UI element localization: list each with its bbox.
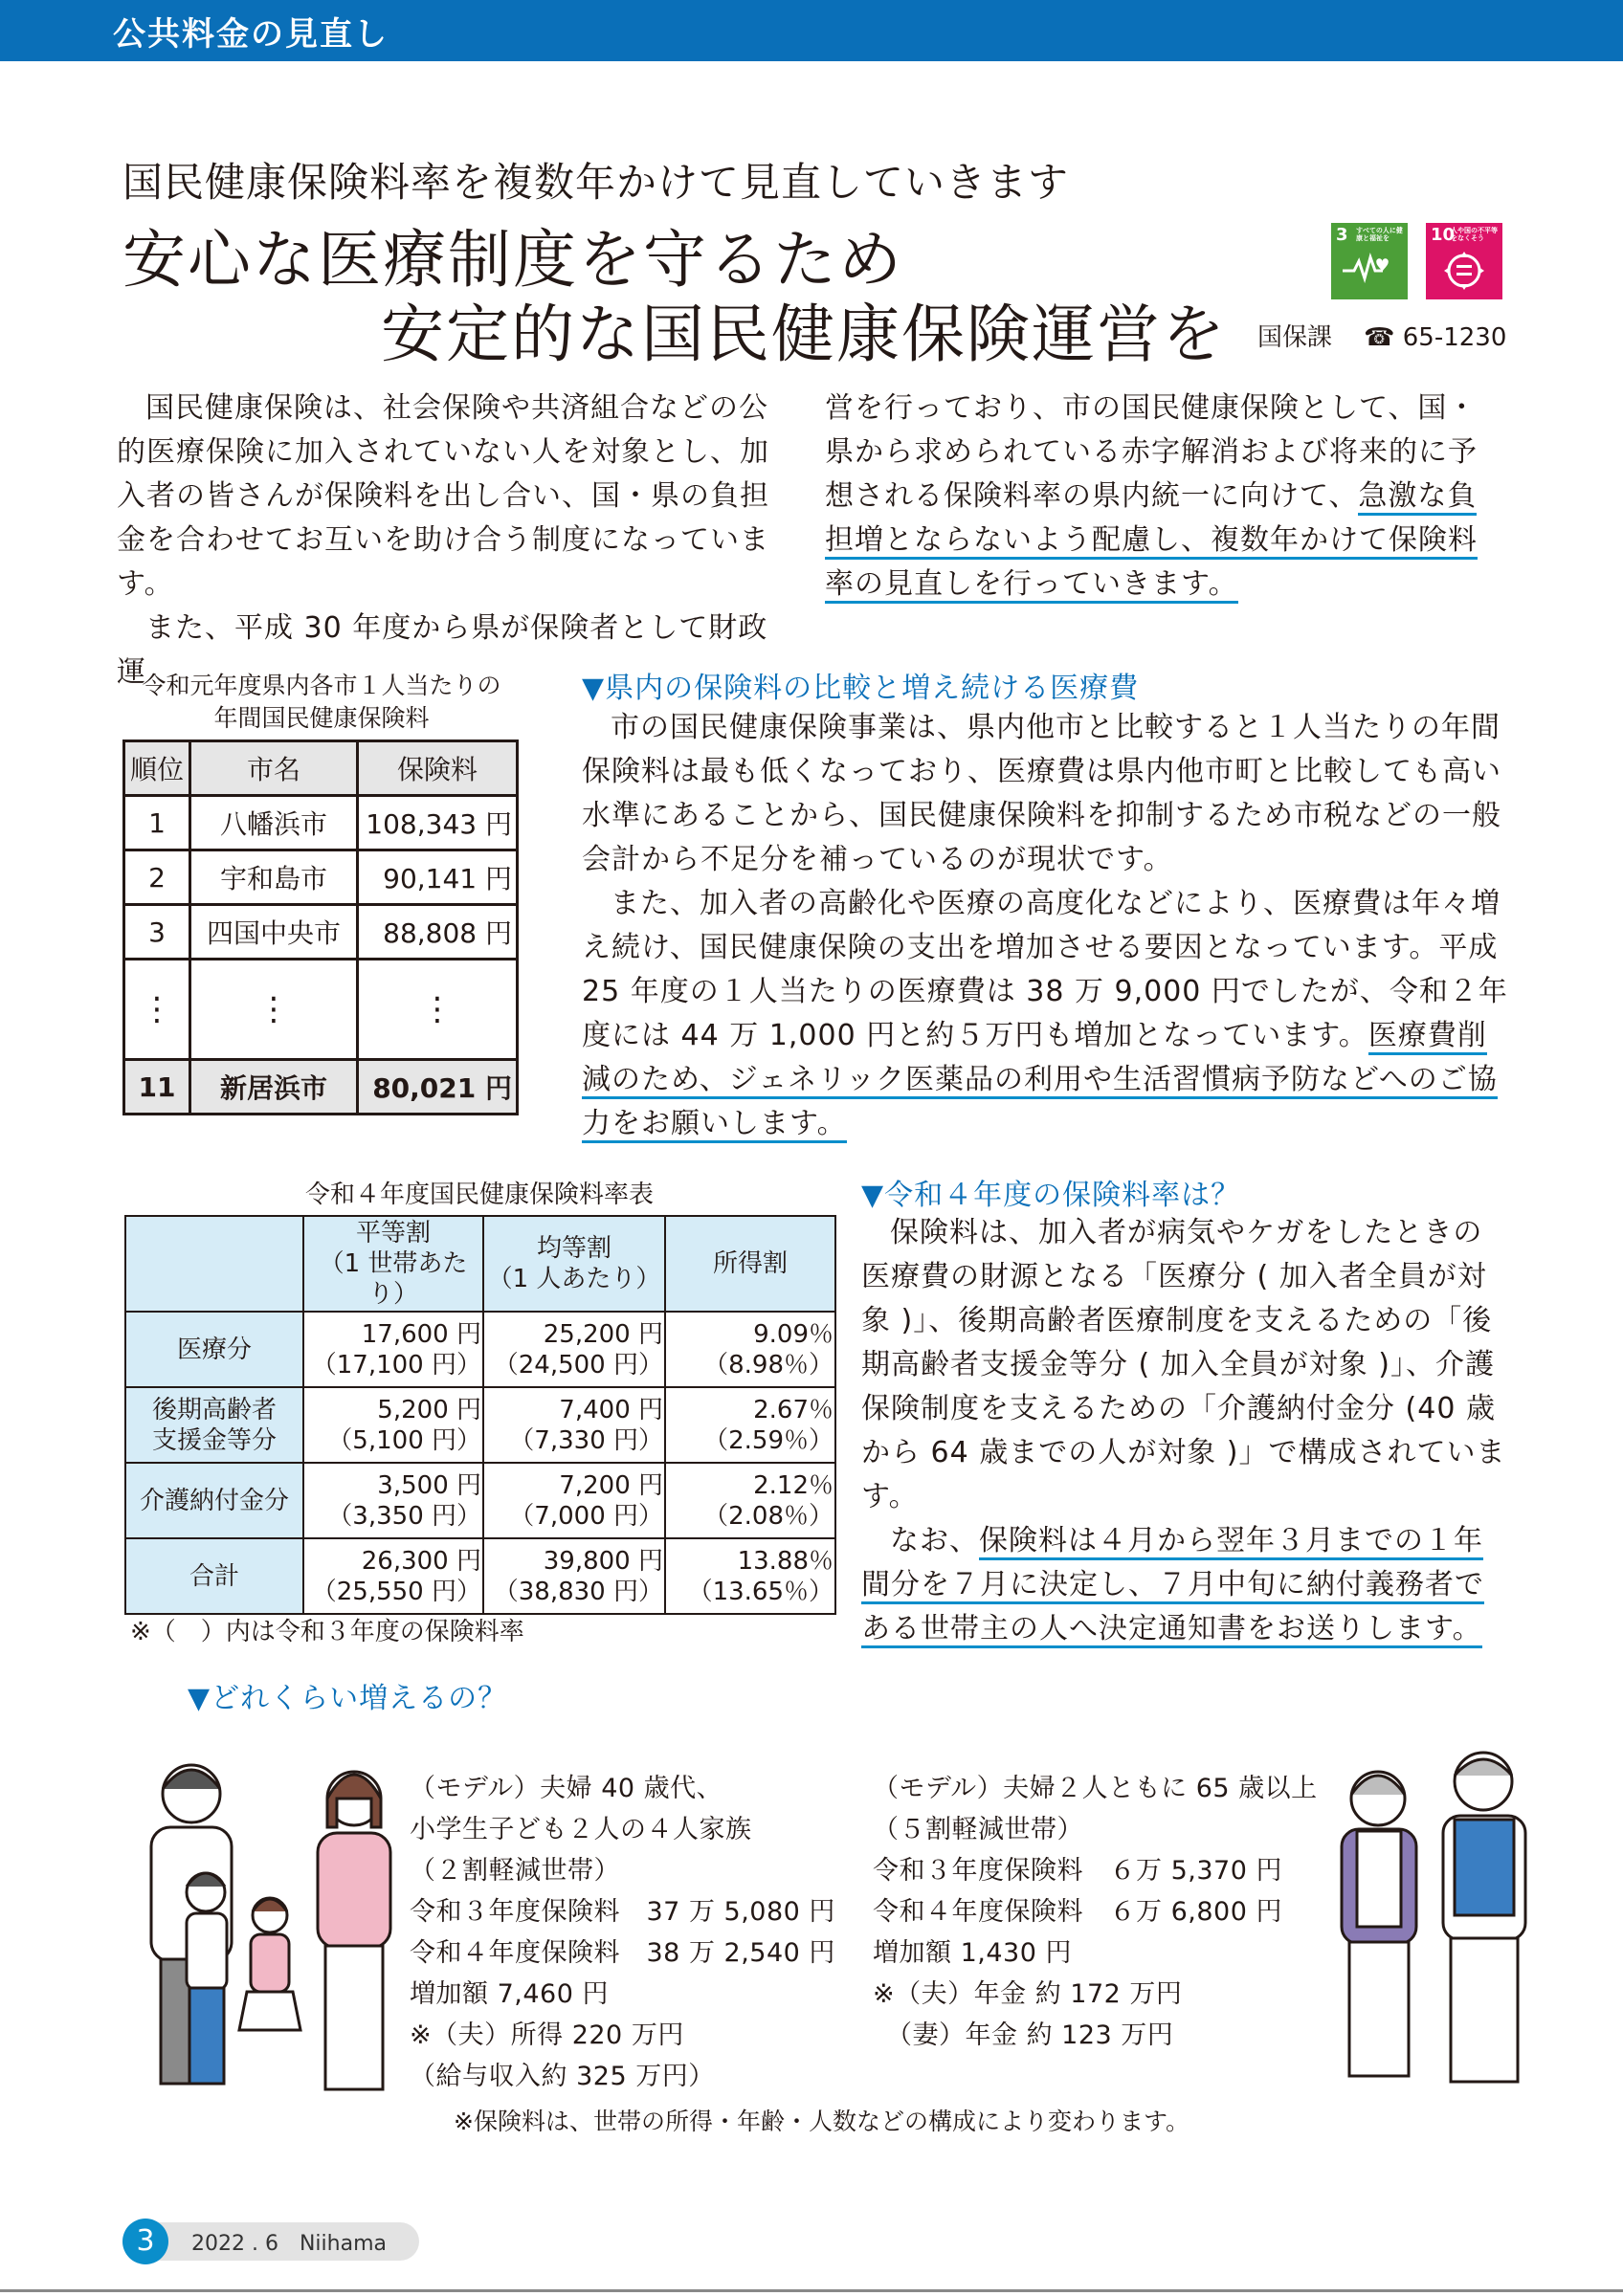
rate-previous: （17,100 円） (311, 1350, 481, 1380)
fee-cell: 90,141 円 (358, 850, 518, 905)
table-row (125, 1463, 835, 1538)
contact-phone: 65-1230 (1402, 323, 1507, 352)
intro-left-column (117, 386, 787, 695)
model1-line: 令和３年度保険料 37 万 5,080 円 (410, 1897, 835, 1927)
table-row (124, 796, 518, 850)
rate-previous: （25,550 円） (311, 1577, 481, 1606)
model1-line: （給与収入約 325 万円） (410, 2062, 715, 2091)
rate-cell (483, 1312, 665, 1387)
fee-cell: 108,343 円 (358, 796, 518, 850)
model2-line: 令和３年度保険料 ６万 5,370 円 (873, 1856, 1282, 1886)
rank-header-rank: 順位 (124, 741, 190, 796)
intro-right-underline: 急激な負担増とならないよう配慮し、複数年かけて保険料率の見直しを行っていきます。 (825, 479, 1478, 604)
rank-cell: 1 (124, 796, 190, 850)
rate-cell (303, 1387, 483, 1463)
rate-cell (303, 1312, 483, 1387)
contact-info (1257, 318, 1506, 353)
rate-previous: （13.65％） (687, 1577, 834, 1606)
section2-heading: ▼令和４年度の保険料率は？ (861, 1179, 1241, 1212)
table-row (124, 905, 518, 960)
rate-current: 2.67％ (753, 1395, 834, 1424)
rank-header-fee: 保険料 (358, 741, 518, 796)
intro-left-p1: 国民健康保険は、社会保険や共済組合などの公的医療保険に加入されていない人を対象とし、加入者の皆さんが保険料を出し合い、国・県の負担金を合わせてお互いを助け合う制度になっています。 (117, 391, 769, 601)
rate-header-percapita (483, 1216, 665, 1312)
table-row (124, 850, 518, 905)
model1-line: 小学生子ども２人の４人家族 (410, 1815, 752, 1844)
model2-line: 令和４年度保険料 ６万 6,800 円 (873, 1897, 1282, 1927)
rate-current: 3,500 円 (377, 1470, 481, 1500)
rate-row-label (125, 1312, 303, 1387)
rate-current: 25,200 円 (543, 1319, 663, 1349)
rate-table (124, 1215, 836, 1615)
rate-previous: （3,350 円） (327, 1501, 481, 1531)
section3-heading: ▼どれくらい増えるの？ (188, 1682, 508, 1715)
phone-icon: ☎ (1364, 323, 1395, 352)
intro-right-column (825, 386, 1506, 607)
rate-row-label-line1: 介護納付金分 (139, 1486, 289, 1515)
page-number: 3 (122, 2219, 168, 2264)
rate-header-equal (303, 1216, 483, 1312)
rank-table-title (115, 670, 528, 735)
model1-line: 令和４年度保険料 38 万 2,540 円 (410, 1938, 835, 1968)
bottom-rule (0, 2289, 1623, 2292)
city-cell: 新居浜市 (190, 1060, 358, 1115)
section1-body (582, 706, 1510, 1146)
rate-previous: （7,000 円） (509, 1501, 663, 1531)
rate-header-empty (125, 1216, 303, 1312)
rate-current: 5,200 円 (377, 1395, 481, 1424)
rate-previous: （5,100 円） (327, 1425, 481, 1455)
rate-current: 26,300 円 (361, 1546, 481, 1576)
rate-cell (665, 1463, 835, 1538)
rank-table-title-line1: 令和元年度県内各市１人当たりの (142, 672, 501, 699)
section3-note: ※保険料は、世帯の所得・年齢・人数などの構成により変わります。 (454, 2108, 1189, 2135)
contact-dept: 国保課 (1257, 323, 1333, 352)
rate-current: 2.12％ (753, 1470, 834, 1500)
rate-current: 9.09％ (753, 1319, 834, 1349)
model2-line: 増加額 1,430 円 (873, 1938, 1072, 1968)
ellipsis-cell: ⋮ (358, 960, 518, 1060)
equality-icon (1426, 252, 1502, 298)
rank-cell: 3 (124, 905, 190, 960)
rate-row-label-line2: 支援金等分 (151, 1425, 277, 1455)
rate-header-equal-sub: （1 世帯あたり） (319, 1249, 468, 1309)
model2-block (873, 1768, 1323, 2056)
rate-header-percapita-label: 均等割 (536, 1234, 611, 1263)
section2-p2-underline: 保険料は４月から翌年３月までの１年間分を７月に決定し、７月中旬に納付義務者である世帯主の人へ決定通知書をお送りします。 (861, 1524, 1484, 1648)
page-title-line2: 安定的な国民健康保険運営を (381, 298, 1227, 371)
table-row-ellipsis (124, 960, 518, 1060)
rate-current: 17,600 円 (361, 1319, 481, 1349)
model1-line: （２割軽減世帯） (410, 1856, 620, 1886)
table-row-highlight (124, 1060, 518, 1115)
header-label: 公共料金の見直し (113, 15, 389, 54)
rate-header-equal-label: 平等割 (355, 1219, 431, 1247)
rate-cell (303, 1538, 483, 1614)
section1-heading: ▼県内の保険料の比較と増え続ける医療費 (582, 672, 1140, 705)
sdg-3-number: 3 (1336, 225, 1348, 245)
rate-row-label (125, 1463, 303, 1538)
city-cell: 宇和島市 (190, 850, 358, 905)
rate-cell (483, 1538, 665, 1614)
rate-row-label (125, 1538, 303, 1614)
footer-issue: 2022 . 6 Niihama (191, 2232, 387, 2256)
model2-line: （５割軽減世帯） (873, 1815, 1083, 1844)
model1-line: （モデル）夫婦 40 歳代、 (410, 1774, 723, 1803)
rate-header-income: 所得割 (665, 1216, 835, 1312)
rate-header-percapita-sub: （1 人あたり） (487, 1265, 661, 1293)
ellipsis-cell: ⋮ (190, 960, 358, 1060)
rate-cell (303, 1463, 483, 1538)
intro-left-p2: また、平成 30 年度から県が保険者として財政運 (117, 611, 768, 689)
rate-row-label-line1: 後期高齢者 (151, 1395, 277, 1424)
page-title-line1: 安心な医療制度を守るため (122, 223, 903, 297)
section2-p2-start: なお、 (890, 1524, 979, 1557)
rate-row-label (125, 1387, 303, 1463)
section2-body (861, 1211, 1512, 1651)
rank-table (122, 740, 519, 1115)
rate-current: 7,200 円 (559, 1470, 663, 1500)
rate-cell (483, 1463, 665, 1538)
rank-table-title-line2: 年間国民健康保険料 (213, 704, 430, 732)
sdg-10-badge (1426, 223, 1502, 299)
model2-line: （妻）年金 約 123 万円 (873, 2020, 1174, 2050)
section2-p1: 保険料は、加入者が病気やケガをしたときの医療費の財源となる「医療分 ( 加入者全員が対象 )」、後期高齢者医療制度を支えるための「後期高齢者支援金等分 ( 加入全員が対象 )」、介護保険制度を支えるための「介護納付金分 (40 歳から 64 歳までの人が対象 )」で構成されています。 (861, 1216, 1506, 1513)
elderly-couple-illustration (1319, 1732, 1548, 2105)
model2-line: （モデル）夫婦２人ともに 65 歳以上 (873, 1774, 1318, 1803)
rate-row-label-line1: 合計 (189, 1561, 239, 1591)
section1-p1: 市の国民健康保険事業は、県内他市と比較すると１人当たりの年間保険料は最も低くなっており、医療費は県内他市町と比較しても高い水準にあることから、国民健康保険料を抑制するため市税などの一般会計から不足分を補っているのが現状です。 (582, 711, 1501, 876)
rate-previous: （2.59％） (703, 1425, 834, 1455)
rate-previous: （7,330 円） (509, 1425, 663, 1455)
rate-previous: （24,500 円） (493, 1350, 663, 1380)
rate-current: 13.88％ (737, 1546, 834, 1576)
rate-cell (483, 1387, 665, 1463)
rank-cell: 11 (124, 1060, 190, 1115)
table-row (125, 1538, 835, 1614)
model1-block (410, 1768, 850, 2097)
rate-table-note: ※（ ）内は令和３年度の保険料率 (130, 1618, 524, 1646)
fee-cell: 88,808 円 (358, 905, 518, 960)
rate-previous: （8.98％） (703, 1350, 834, 1380)
rate-current: 7,400 円 (559, 1395, 663, 1424)
sdg-10-number: 10 (1431, 225, 1456, 245)
rate-row-label-line1: 医療分 (176, 1335, 252, 1364)
rate-cell (665, 1538, 835, 1614)
rate-previous: （38,830 円） (493, 1577, 663, 1606)
model1-line: 増加額 7,460 円 (410, 1979, 609, 2009)
table-row (125, 1387, 835, 1463)
rate-current: 39,800 円 (543, 1546, 663, 1576)
rate-previous: （2.08％） (703, 1501, 834, 1531)
sdg-3-badge (1331, 223, 1408, 299)
header-bar (0, 0, 1623, 61)
sdg-3-caption: すべての人に健康と福祉を (1356, 227, 1403, 242)
ellipsis-cell: ⋮ (124, 960, 190, 1060)
section1-p2-underline: 医療費削減のため、ジェネリック医薬品の利用や生活習慣病予防などへのご協力をお願いします。 (582, 1019, 1498, 1143)
sdg-10-caption: 人や国の不平等をなくそう (1451, 227, 1498, 242)
page-subtitle: 国民健康保険料率を複数年かけて見直していきます (122, 159, 1070, 206)
city-cell: 四国中央市 (190, 905, 358, 960)
table-row (125, 1312, 835, 1387)
section1-p2: また、加入者の高齢化や医療の高度化などにより、医療費は年々増え続け、国民健康保険の支出を増加させる要因となっています。平成 25 年度の１人当たりの医療費は 38 万 9,000 円でしたが、令和２年度には 44 万 1,000 円と約５万円も増加となっています。 (582, 887, 1508, 1052)
heartbeat-icon (1331, 252, 1408, 293)
model1-line: ※（夫）所得 220 万円 (410, 2020, 684, 2050)
model2-line: ※（夫）年金 約 172 万円 (873, 1979, 1183, 2009)
rate-cell (665, 1387, 835, 1463)
rate-table-title: 令和４年度国民健康保険料率表 (304, 1181, 654, 1209)
city-cell: 八幡浜市 (190, 796, 358, 850)
intro-right-p1: 営を行っており、市の国民健康保険として、国・県から求められている赤字解消および将来的に予想される保険料率の県内統一に向けて、 (825, 391, 1478, 513)
rank-header-city: 市名 (190, 741, 358, 796)
rate-cell (665, 1312, 835, 1387)
family-illustration (134, 1751, 411, 2105)
rank-cell: 2 (124, 850, 190, 905)
fee-cell: 80,021 円 (358, 1060, 518, 1115)
